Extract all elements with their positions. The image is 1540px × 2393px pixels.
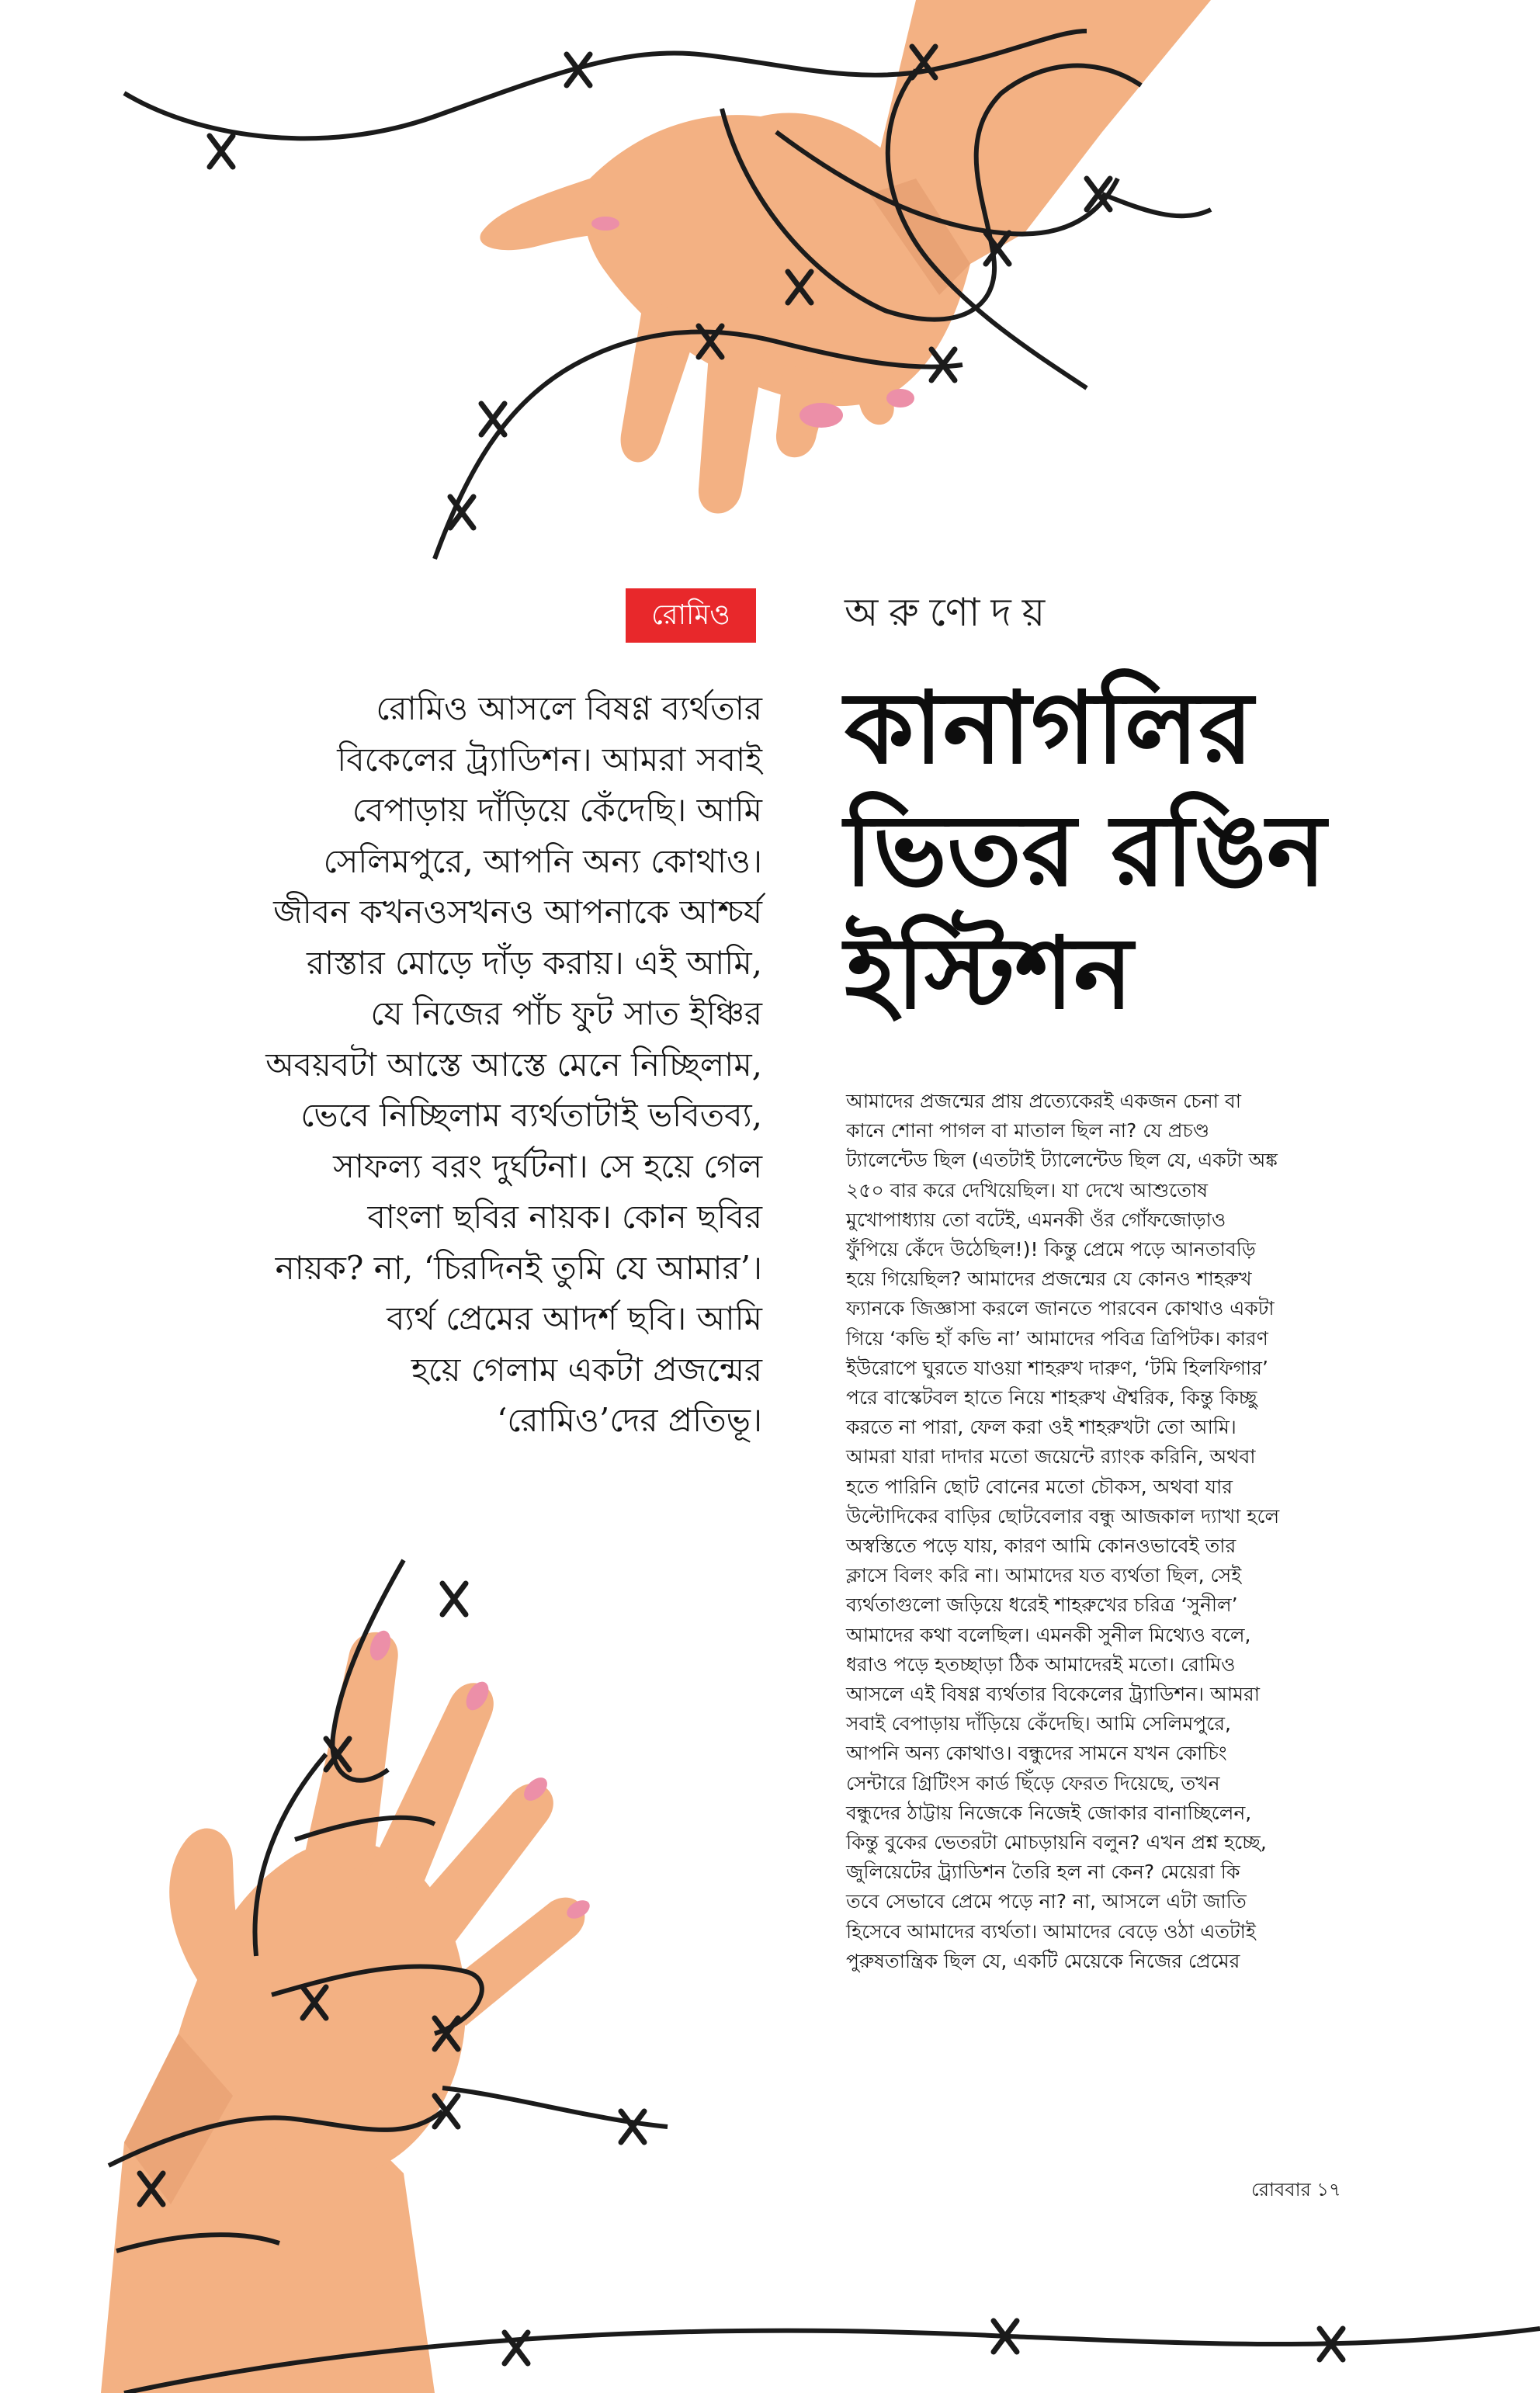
body-line: আপনি অন্য কোথাও। বন্ধুদের সামনে যখন কোচিং — [846, 1742, 1227, 1765]
body-line: করতে না পারা, ফেল করা ওই শাহরুখটা তো আমি। — [846, 1416, 1237, 1439]
pull-quote-line: বাংলা ছবির নায়ক। কোন ছবির — [367, 1198, 762, 1236]
body-line: আসলে এই বিষণ্ণ ব্যর্থতার বিকেলের ট্র্যাডিশন। আমরা — [846, 1683, 1261, 1706]
body-line: ফ্যানকে জিজ্ঞাসা করলে জানতে পারবেন কোথাও একটা — [846, 1297, 1275, 1320]
body-line: ফুঁপিয়ে কেঁদে উঠেছিল!)! কিন্তু প্রেমে পড়ে আনতাবড়ি — [846, 1238, 1256, 1261]
pull-quote — [116, 683, 762, 1446]
body-line: ২৫০ বার করে দেখিয়েছিল। যা দেখে আশুতোষ — [846, 1178, 1209, 1202]
pull-quote-line: বিকেলের ট্র্যাডিশন। আমরা সবাই — [337, 740, 762, 779]
section-tag: রোমিও — [626, 588, 756, 643]
pull-quote-line: হয়ে গেলাম একটা প্রজন্মের — [411, 1350, 762, 1389]
page-folio: রোববার ১৭ — [1251, 2179, 1341, 2201]
pull-quote-line: রোমিও আসলে বিষণ্ণ ব্যর্থতার — [376, 689, 762, 727]
article-body — [846, 1087, 1436, 1976]
author-byline: অরুণোদয় — [845, 590, 1056, 635]
body-line: ক্লাসে বিলং করি না। আমাদের যত ব্যর্থতা ছিল, সেই — [846, 1564, 1242, 1587]
pull-quote-line: বেপাড়ায় দাঁড়িয়ে কেঁদেছি। আমি — [352, 791, 762, 829]
body-line: ধরাও পড়ে হতচ্ছাড়া ঠিক আমাদেরই মতো। রোমিও — [846, 1653, 1236, 1676]
pull-quote-line: ‘রোমিও’দের প্রতিভূ। — [496, 1401, 762, 1439]
headline-line: ইস্টিশন — [845, 916, 1133, 1032]
body-line: ট্যালেন্টেড ছিল (এতটাই ট্যালেন্টেড ছিল যে, একটা অঙ্ক — [846, 1149, 1278, 1172]
pull-quote-line: সাফল্য বরং দুর্ঘটনা। সে হয়ে গেল — [333, 1146, 762, 1185]
body-line: বন্ধুদের ঠাট্টায় নিজেকে নিজেই জোকার বানাচ্ছিলেন, — [846, 1801, 1252, 1824]
body-line: ইউরোপে ঘুরতে যাওয়া শাহরুখ দারুণ, ‘টমি হিলফিগার’ — [846, 1356, 1268, 1379]
headline-line: কানাগলির — [845, 671, 1254, 786]
top-hand-illustration — [0, 0, 1540, 574]
body-line: কানে শোনা পাগল বা মাতাল ছিল না? যে প্রচণ্ড — [846, 1119, 1210, 1143]
pull-quote-line: নায়ক? না, ‘চিরদিনই তুমি যে আমার’। — [275, 1248, 762, 1287]
pull-quote-line: রাস্তার মোড়ে দাঁড় করায়। এই আমি, — [306, 943, 762, 982]
body-line: পুরুষতান্ত্রিক ছিল যে, একটি মেয়েকে নিজের প্রেমের — [846, 1949, 1240, 1972]
body-line: হতে পারিনি ছোট বোনের মতো চৌকস, অথবা যার — [846, 1475, 1233, 1498]
headline-line: ভিতর রঙিন — [845, 793, 1327, 909]
body-line: অস্বস্তিতে পড়ে যায়, কারণ আমি কোনওভাবেই তার — [846, 1535, 1237, 1558]
body-line: ব্যর্থতাগুলো জড়িয়ে ধরেই শাহরুখের চরিত্র ‘সুনীল’ — [846, 1594, 1238, 1617]
body-line: আমরা যারা দাদার মতো জয়েন্টে র‍্যাংক করিনি, অথবা — [846, 1445, 1256, 1469]
pull-quote-line: অবয়বটা আস্তে আস্তে মেনে নিচ্ছিলাম, — [265, 1045, 762, 1084]
body-line: সেন্টারে গ্রিটিংস কার্ড ছিঁড়ে ফেরত দিয়েছে, তখন — [846, 1771, 1220, 1795]
body-line: তবে সেভাবে প্রেমে পড়ে না? না, আসলে এটা জাতি — [846, 1890, 1247, 1913]
body-line: জুলিয়েটের ট্র্যাডিশন তৈরি হল না কেন? মেয়েরা কি — [846, 1861, 1240, 1884]
pull-quote-line: যে নিজের পাঁচ ফুট সাত ইঞ্চির — [370, 994, 762, 1032]
body-line: আমাদের প্রজন্মের প্রায় প্রত্যেকেরই একজন চেনা বা — [846, 1090, 1242, 1112]
pull-quote-line: ভেবে নিচ্ছিলাম ব্যর্থতাটাই ভবিতব্য, — [300, 1096, 762, 1134]
body-line: গিয়ে ‘কভি হাঁ কভি না’ আমাদের পবিত্র ত্রিপিটক। কারণ — [846, 1327, 1268, 1350]
pull-quote-line: সেলিমপুরে, আপনি অন্য কোথাও। — [323, 841, 762, 880]
headline — [845, 668, 1528, 1035]
body-line: হিসেবে আমাদের ব্যর্থতা। আমাদের বেড়ে ওঠা এতটাই — [846, 1920, 1256, 1943]
body-line: সবাই বেপাড়ায় দাঁড়িয়ে কেঁদেছি। আমি সেলিমপুরে, — [846, 1712, 1231, 1736]
body-line: আমাদের কথা বলেছিল। এমনকী সুনীল মিথ্যেও বলে, — [846, 1623, 1251, 1646]
body-line: উল্টোদিকের বাড়ির ছোটবেলার বন্ধু আজকাল দ্যাখা হলে — [846, 1504, 1280, 1528]
body-line: মুখোপাধ্যায় তো বটেই, এমনকী ওঁর গোঁফজোড়াও — [846, 1208, 1226, 1231]
pull-quote-line: ব্যর্থ প্রেমের আদর্শ ছবি। আমি — [387, 1299, 762, 1337]
body-line: পরে বাস্কেটবল হাতে নিয়ে শাহরুখ ঐশ্বরিক, কিন্তু কিচ্ছু — [846, 1386, 1257, 1410]
pull-quote-line: জীবন কখনওসখনও আপনাকে আশ্চর্য — [273, 893, 762, 931]
body-line: হয়ে গিয়েছিল? আমাদের প্রজন্মের যে কোনও শাহরুখ — [846, 1268, 1252, 1291]
body-line: কিন্তু বুকের ভেতরটা মোচড়ায়নি বলুন? এখন প্রশ্ন হচ্ছে, — [846, 1831, 1267, 1854]
top-hand-icon — [480, 0, 1211, 514]
